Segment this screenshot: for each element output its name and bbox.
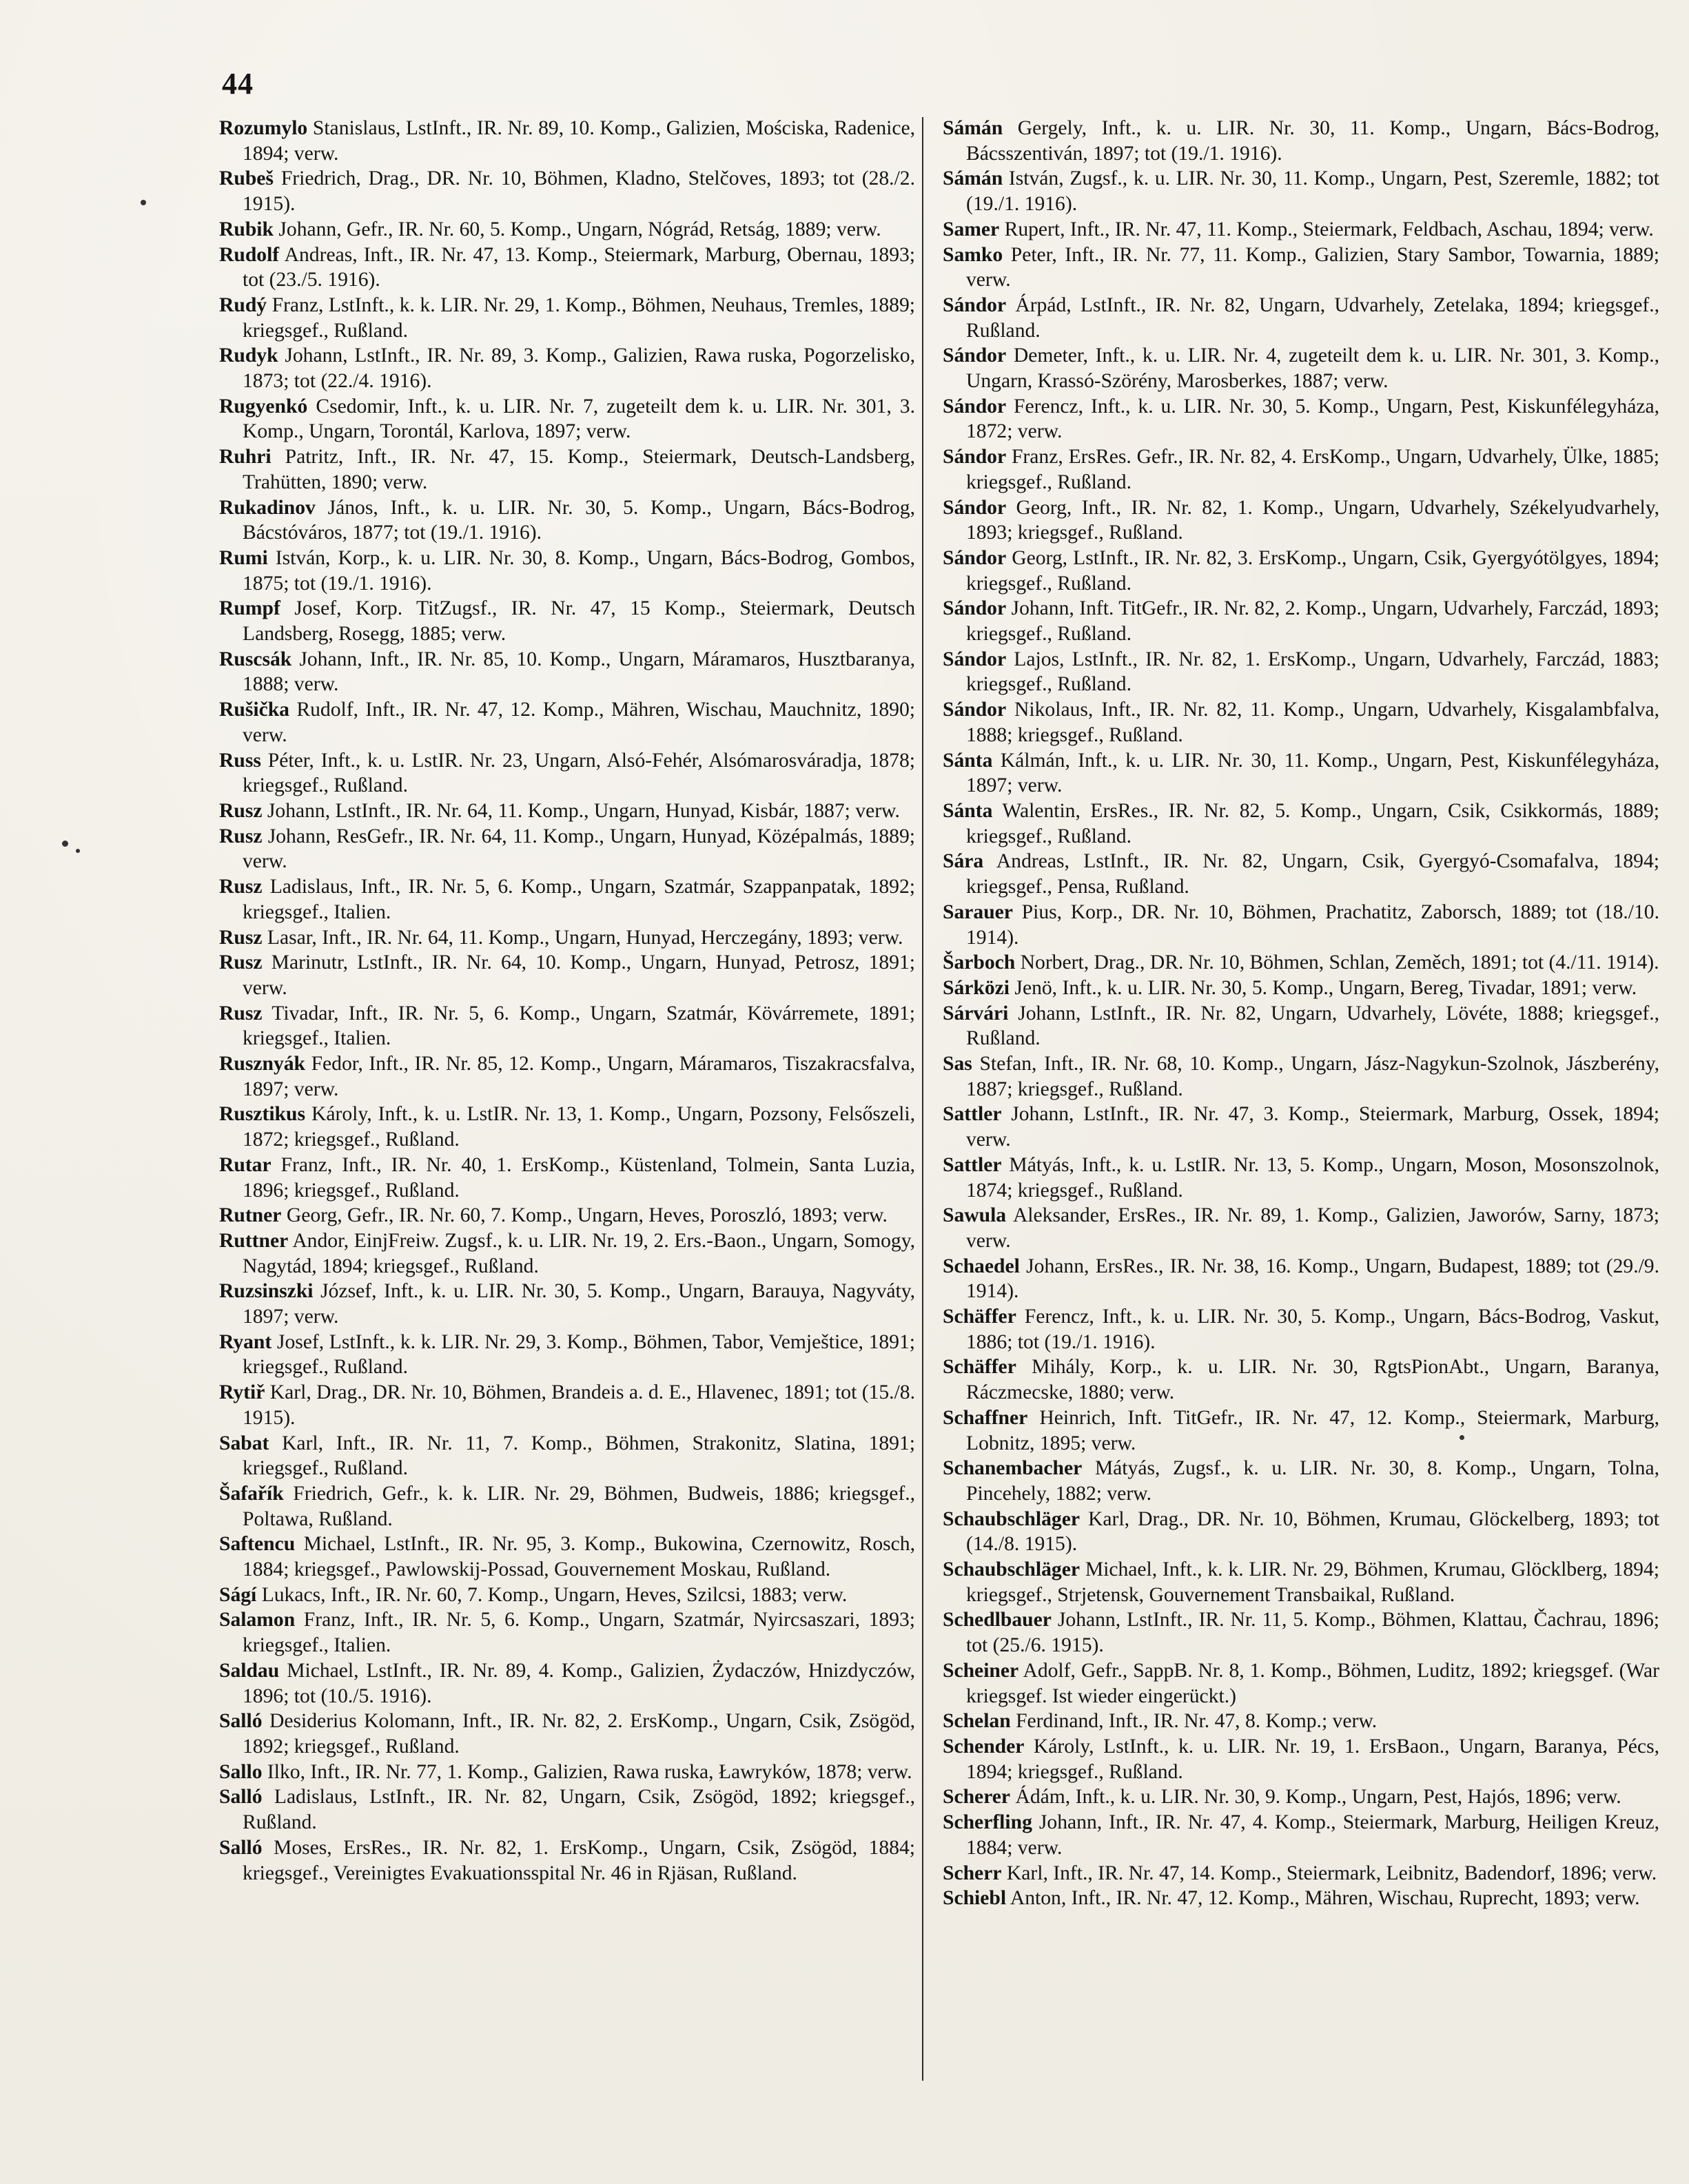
list-item bbox=[943, 849, 1659, 899]
entry-surname: Ryant bbox=[219, 1330, 272, 1353]
list-item bbox=[943, 748, 1659, 799]
list-item bbox=[219, 1330, 915, 1380]
entry-details: Lukacs, Inft., IR. Nr. 60, 7. Komp., Ungarn, Heves, Szilcsi, 1883; verw. bbox=[261, 1583, 848, 1606]
entry-details: Anton, Inft., IR. Nr. 47, 12. Komp., Mähren, Wischau, Ruprecht, 1893; verw. bbox=[1010, 1887, 1640, 1910]
entry-surname: Ruzsinszki bbox=[219, 1280, 314, 1303]
list-item bbox=[219, 925, 915, 951]
entry-details: Karl, Inft., IR. Nr. 11, 7. Komp., Böhmen, Strakonitz, Slatina, 1891; kriegsgef., Rußland. bbox=[243, 1432, 915, 1480]
entry-surname: Rumpf bbox=[219, 597, 280, 620]
right-column bbox=[943, 116, 1659, 1911]
list-item bbox=[219, 1835, 915, 1886]
column-divider bbox=[922, 117, 923, 2081]
list-item bbox=[943, 1405, 1659, 1456]
list-item bbox=[219, 799, 915, 824]
list-item bbox=[219, 343, 915, 393]
entry-surname: Rugyenkó bbox=[219, 395, 308, 418]
list-item bbox=[219, 950, 915, 1000]
entry-surname: Salló bbox=[219, 1836, 263, 1859]
list-item bbox=[943, 1658, 1659, 1709]
entry-details: Johann, LstInft., IR. Nr. 47, 3. Komp., Steiermark, Marburg, Ossek, 1894; verw. bbox=[966, 1103, 1659, 1151]
entry-details: István, Zugsf., k. u. LIR. Nr. 30, 11. Komp., Ungarn, Pest, Szeremle, 1882; tot (19./1. 1916). bbox=[966, 167, 1659, 216]
entry-surname: Sattler bbox=[943, 1153, 1002, 1176]
entry-details: Adolf, Gefr., SappB. Nr. 8, 1. Komp., Böhmen, Luditz, 1892; kriegsgef. (War kriegsgef. Ist wieder eingerückt.) bbox=[966, 1659, 1659, 1707]
entry-surname: Sándor bbox=[943, 546, 1007, 569]
entry-surname: Sárközi bbox=[943, 976, 1010, 999]
list-item bbox=[943, 495, 1659, 546]
list-item bbox=[219, 116, 915, 166]
entry-surname: Schäffer bbox=[943, 1356, 1016, 1379]
list-item bbox=[943, 444, 1659, 495]
entry-details: Mátyás, Zugsf., k. u. LIR. Nr. 30, 8. Komp., Ungarn, Tolna, Pincehely, 1882; verw. bbox=[966, 1457, 1659, 1505]
entry-details: Csedomir, Inft., k. u. LIR. Nr. 7, zugeteilt dem k. u. LIR. Nr. 301, 3. Komp., Ungarn, Torontál, Karlova, 1897; verw. bbox=[243, 395, 915, 443]
entry-details: Ferdinand, Inft., IR. Nr. 47, 8. Komp.; verw. bbox=[1016, 1710, 1378, 1733]
list-item bbox=[943, 166, 1659, 216]
entry-details: Desiderius Kolomann, Inft., IR. Nr. 82, 2. ErsKomp., Ungarn, Csik, Zsögöd, 1892; kriegsgef., Rußland. bbox=[243, 1710, 915, 1758]
list-item bbox=[219, 1532, 915, 1582]
list-item bbox=[943, 1557, 1659, 1607]
entry-surname: Rumi bbox=[219, 546, 268, 569]
entry-details: Pius, Korp., DR. Nr. 10, Böhmen, Prachatitz, Zaborsch, 1889; tot (18./10. 1914). bbox=[966, 900, 1659, 949]
entry-details: Franz, LstInft., k. k. LIR. Nr. 29, 1. Komp., Böhmen, Neuhaus, Tremles, 1889; kriegsgef., Rußland. bbox=[243, 293, 915, 342]
entry-surname: Sámán bbox=[943, 167, 1003, 190]
list-item bbox=[943, 343, 1659, 393]
entry-surname: Saftencu bbox=[219, 1533, 296, 1556]
entry-details: Karl, Drag., DR. Nr. 10, Böhmen, Brandeis a. d. E., Hlavenec, 1891; tot (15./8. 1915). bbox=[243, 1381, 915, 1429]
entry-surname: Rusz bbox=[219, 951, 263, 974]
entry-surname: Rudolf bbox=[219, 243, 280, 266]
entry-surname: Sallo bbox=[219, 1760, 263, 1783]
list-item bbox=[943, 976, 1659, 1001]
entry-surname: Rusznyák bbox=[219, 1053, 305, 1075]
entry-details: Ilko, Inft., IR. Nr. 77, 1. Komp., Galizien, Rawa ruska, Ławryków, 1878; verw. bbox=[267, 1760, 912, 1783]
entry-surname: Salló bbox=[219, 1786, 263, 1809]
entry-details: Ladislaus, Inft., IR. Nr. 5, 6. Komp., Ungarn, Szatmár, Szappanpatak, 1892; kriegsgef., Italien. bbox=[243, 876, 915, 923]
list-item bbox=[219, 874, 915, 925]
entry-surname: Schäffer bbox=[943, 1306, 1016, 1328]
entry-details: Lajos, LstInft., IR. Nr. 82, 1. ErsKomp., Ungarn, Udvarhely, Farczád, 1883; kriegsgef., Rußland. bbox=[966, 648, 1659, 696]
list-item bbox=[943, 1861, 1659, 1886]
list-item bbox=[219, 1228, 915, 1279]
entry-surname: Schaedel bbox=[943, 1255, 1020, 1277]
entry-details: Mihály, Korp., k. u. LIR. Nr. 30, RgtsPionAbt., Ungarn, Baranya, Ráczmecske, 1880; verw. bbox=[966, 1356, 1659, 1404]
entry-surname: Rutner bbox=[219, 1204, 282, 1227]
entry-details: Franz, ErsRes. Gefr., IR. Nr. 82, 4. ErsKomp., Ungarn, Udvarhely, Ülke, 1885; kriegsgef., Rußland. bbox=[966, 446, 1659, 493]
entry-surname: Sándor bbox=[943, 395, 1007, 418]
entry-details: Johann, Gefr., IR. Nr. 60, 5. Komp., Ungarn, Nógrád, Retság, 1889; verw. bbox=[278, 218, 881, 240]
entry-details: Stanislaus, LstInft., IR. Nr. 89, 10. Komp., Galizien, Mościska, Radenice, 1894; verw. bbox=[243, 117, 916, 165]
list-item bbox=[219, 1760, 915, 1785]
entry-surname: Sándor bbox=[943, 648, 1007, 670]
list-item bbox=[943, 900, 1659, 950]
entry-surname: Sawula bbox=[943, 1204, 1007, 1227]
list-item bbox=[219, 1153, 915, 1203]
entry-details: Fedor, Inft., IR. Nr. 85, 12. Komp., Ungarn, Máramaros, Tiszakracsfalva, 1897; verw. bbox=[243, 1053, 916, 1100]
entry-surname: Sára bbox=[943, 850, 984, 873]
entry-surname: Ruttner bbox=[219, 1229, 289, 1252]
entry-details: János, Inft., k. u. LIR. Nr. 30, 5. Komp., Ungarn, Bács-Bodrog, Bácstóváros, 1877; tot (19./1. 1916). bbox=[243, 496, 915, 544]
list-item bbox=[219, 1583, 915, 1608]
entry-details: Nikolaus, Inft., IR. Nr. 82, 11. Komp., Ungarn, Udvarhely, Kisgalambfalva, 1888; kriegsgef., Rußland. bbox=[966, 699, 1659, 746]
list-item bbox=[219, 495, 915, 546]
entry-details: Árpád, LstInft., IR. Nr. 82, Ungarn, Udvarhely, Zetelaka, 1894; kriegsgef., Rußland. bbox=[966, 293, 1659, 342]
list-item bbox=[943, 1507, 1659, 1557]
scan-speck bbox=[76, 849, 80, 853]
entry-details: Ferencz, Inft., k. u. LIR. Nr. 30, 5. Komp., Ungarn, Bács-Bodrog, Vaskut, 1886; tot (19./1. 1916). bbox=[966, 1306, 1659, 1353]
entry-surname: Scherfling bbox=[943, 1811, 1032, 1834]
entry-surname: Salló bbox=[219, 1710, 263, 1733]
entry-surname: Rubik bbox=[219, 218, 274, 240]
entry-details: Andreas, Inft., IR. Nr. 47, 13. Komp., Steiermark, Marburg, Obernau, 1893; tot (23./5. 1916). bbox=[243, 243, 916, 291]
entry-surname: Schaffner bbox=[943, 1406, 1028, 1429]
list-item bbox=[943, 1254, 1659, 1304]
entry-surname: Scherr bbox=[943, 1862, 1002, 1884]
entry-surname: Sarauer bbox=[943, 900, 1013, 923]
entry-surname: Salamon bbox=[219, 1609, 296, 1631]
list-item bbox=[943, 1784, 1659, 1810]
list-item bbox=[943, 950, 1659, 976]
entry-details: Johann, Inft., IR. Nr. 47, 4. Komp., Steiermark, Marburg, Heiligen Kreuz, 1884; verw. bbox=[966, 1811, 1659, 1859]
list-item bbox=[219, 166, 915, 216]
entry-surname: Sándor bbox=[943, 597, 1007, 620]
entry-details: Johann, Inft. TitGefr., IR. Nr. 82, 2. Komp., Ungarn, Udvarhely, Farczád, 1893; kriegsgef., Rußland. bbox=[966, 597, 1659, 646]
entry-details: Norbert, Drag., DR. Nr. 10, Böhmen, Schlan, Zeměch, 1891; tot (4./11. 1914). bbox=[1020, 951, 1659, 974]
entry-surname: Sándor bbox=[943, 293, 1007, 316]
list-item bbox=[219, 1607, 915, 1658]
entry-details: Franz, Inft., IR. Nr. 40, 1. ErsKomp., Küstenland, Tolmein, Santa Luzia, 1896; kriegsgef., Rußland. bbox=[243, 1153, 915, 1202]
list-item bbox=[943, 647, 1659, 697]
list-item bbox=[219, 697, 915, 748]
entry-surname: Schelan bbox=[943, 1710, 1011, 1733]
list-item bbox=[943, 1810, 1659, 1860]
list-item bbox=[943, 1734, 1659, 1784]
list-item bbox=[219, 1279, 915, 1329]
entry-surname: Rukadinov bbox=[219, 496, 316, 519]
entry-details: Georg, Gefr., IR. Nr. 60, 7. Komp., Ungarn, Heves, Poroszló, 1893; verw. bbox=[286, 1204, 888, 1227]
list-item bbox=[943, 799, 1659, 849]
entry-details: Mátyás, Inft., k. u. LstIR. Nr. 13, 5. Komp., Ungarn, Moson, Mosonszolnok, 1874; kriegsgef., Rußland. bbox=[966, 1153, 1659, 1202]
list-item bbox=[219, 394, 915, 444]
list-item bbox=[943, 1304, 1659, 1354]
entry-details: Josef, LstInft., k. k. LIR. Nr. 29, 3. Komp., Böhmen, Tabor, Vemještice, 1891; kriegsgef., Rußland. bbox=[243, 1330, 915, 1379]
entry-details: Josef, Korp. TitZugsf., IR. Nr. 47, 15 Komp., Steiermark, Deutsch Landsberg, Rosegg, 1885; verw. bbox=[243, 597, 915, 646]
entry-details: Johann, ResGefr., IR. Nr. 64, 11. Komp., Ungarn, Hunyad, Középalmás, 1889; verw. bbox=[243, 825, 915, 873]
entry-details: Peter, Inft., IR. Nr. 77, 11. Komp., Galizien, Stary Sambor, Towarnia, 1889; verw. bbox=[966, 243, 1659, 291]
entry-surname: Sánta bbox=[943, 799, 993, 822]
entry-details: Heinrich, Inft. TitGefr., IR. Nr. 47, 12. Komp., Steiermark, Marburg, Lobnitz, 1895; verw. bbox=[966, 1406, 1659, 1454]
entry-surname: Rusz bbox=[219, 799, 263, 822]
entry-details: Friedrich, Gefr., k. k. LIR. Nr. 29, Böhmen, Budweis, 1886; kriegsgef., Poltawa, Rußland. bbox=[243, 1482, 915, 1530]
entry-surname: Rusz bbox=[219, 825, 263, 847]
entry-details: Walentin, ErsRes., IR. Nr. 82, 5. Komp., Ungarn, Csik, Csikkormás, 1889; kriegsgef., Rußland. bbox=[966, 799, 1659, 847]
list-item bbox=[219, 647, 915, 697]
entry-details: József, Inft., k. u. LIR. Nr. 30, 5. Komp., Ungarn, Barauya, Nagyváty, 1897; verw. bbox=[243, 1280, 915, 1328]
entry-surname: Ruscsák bbox=[219, 648, 292, 670]
entry-details: Aleksander, ErsRes., IR. Nr. 89, 1. Komp., Galizien, Jaworów, Sarny, 1873; verw. bbox=[966, 1204, 1659, 1252]
entry-details: Ladislaus, LstInft., IR. Nr. 82, Ungarn, Csik, Zsögöd, 1892; kriegsgef., Rußland. bbox=[243, 1786, 915, 1834]
entry-details: Károly, LstInft., k. u. LIR. Nr. 19, 1. ErsBaon., Ungarn, Baranya, Pécs, 1894; kriegsgef., Rußland. bbox=[966, 1735, 1659, 1783]
entry-surname: Samer bbox=[943, 218, 1000, 240]
list-item bbox=[943, 1886, 1659, 1911]
entry-surname: Schiebl bbox=[943, 1887, 1007, 1910]
entry-surname: Rusz bbox=[219, 1002, 263, 1024]
list-item bbox=[943, 697, 1659, 748]
entry-details: Johann, LstInft., IR. Nr. 64, 11. Komp., Ungarn, Hunyad, Kisbár, 1887; verw. bbox=[267, 799, 900, 822]
entry-surname: Sattler bbox=[943, 1103, 1002, 1126]
entry-details: Andor, EinjFreiw. Zugsf., k. u. LIR. Nr. 19, 2. Ers.-Baon., Ungarn, Somogy, Nagytád, 1894; kriegsgef., Rußland. bbox=[243, 1229, 915, 1277]
entry-surname: Sárvári bbox=[943, 1002, 1009, 1024]
list-item bbox=[943, 1001, 1659, 1051]
list-item bbox=[219, 1658, 915, 1709]
entry-surname: Schaubschläger bbox=[943, 1558, 1080, 1581]
list-item bbox=[943, 116, 1659, 166]
list-item bbox=[943, 1102, 1659, 1152]
list-item bbox=[943, 293, 1659, 343]
list-item bbox=[219, 1051, 915, 1102]
entry-details: Moses, ErsRes., IR. Nr. 82, 1. ErsKomp., Ungarn, Csik, Zsögöd, 1884; kriegsgef., Vereinigtes Evakuationsspital Nr. 46 in Rjäsan, Rußland. bbox=[243, 1836, 915, 1884]
entry-surname: Scherer bbox=[943, 1786, 1011, 1809]
entry-details: Károly, Inft., k. u. LstIR. Nr. 13, 1. Komp., Ungarn, Pozsony, Felsőszeli, 1872; kriegsgef., Rußland. bbox=[243, 1103, 915, 1151]
entry-details: Franz, Inft., IR. Nr. 5, 6. Komp., Ungarn, Szatmár, Nyircsaszari, 1893; kriegsgef., Italien. bbox=[243, 1609, 915, 1657]
entry-surname: Schedlbauer bbox=[943, 1609, 1052, 1631]
list-item bbox=[219, 1709, 915, 1759]
entry-details: Kálmán, Inft., k. u. LIR. Nr. 30, 11. Komp., Ungarn, Pest, Kiskunfélegyháza, 1897; verw. bbox=[966, 749, 1659, 797]
entry-surname: Sas bbox=[943, 1053, 972, 1075]
entry-surname: Sabat bbox=[219, 1432, 269, 1454]
list-item bbox=[219, 444, 915, 495]
list-item bbox=[219, 1102, 915, 1152]
list-item bbox=[219, 1431, 915, 1481]
entry-surname: Rušička bbox=[219, 699, 289, 721]
entry-surname: Rutar bbox=[219, 1153, 272, 1176]
entry-details: Gergely, Inft., k. u. LIR. Nr. 30, 11. Komp., Ungarn, Bács-Bodrog, Bácsszentiván, 1897; tot (19./1. 1916). bbox=[966, 117, 1659, 165]
entry-details: Karl, Inft., IR. Nr. 47, 14. Komp., Steiermark, Leibnitz, Badendorf, 1896; verw. bbox=[1006, 1862, 1657, 1884]
entry-surname: Saldau bbox=[219, 1659, 280, 1682]
list-item bbox=[219, 293, 915, 343]
entry-details: Demeter, Inft., k. u. LIR. Nr. 4, zugeteilt dem k. u. LIR. Nr. 301, 3. Komp., Ungarn, Krassó-Szörény, Marosberkes, 1887; verw. bbox=[966, 344, 1659, 393]
entry-surname: Rusz bbox=[219, 926, 263, 949]
entry-surname: Rusztikus bbox=[219, 1103, 305, 1126]
entry-surname: Rubeš bbox=[219, 167, 274, 190]
entry-surname: Sánta bbox=[943, 749, 993, 772]
page-number: 44 bbox=[222, 67, 254, 101]
list-item bbox=[219, 546, 915, 596]
list-item bbox=[943, 1354, 1659, 1405]
list-item bbox=[943, 243, 1659, 293]
entry-surname: Rudý bbox=[219, 293, 267, 316]
entry-details: Andreas, LstInft., IR. Nr. 82, Ungarn, Csik, Gyergyó-Csomafalva, 1894; kriegsgef., Pensa, Rußland. bbox=[966, 850, 1659, 898]
list-item bbox=[943, 217, 1659, 243]
entry-surname: Rozumylo bbox=[219, 117, 308, 139]
list-item bbox=[219, 1784, 915, 1835]
entry-details: Johann, LstInft., IR. Nr. 82, Ungarn, Udvarhely, Lövéte, 1888; kriegsgef., Rußland. bbox=[966, 1002, 1659, 1050]
list-item bbox=[943, 394, 1659, 444]
entry-surname: Sámán bbox=[943, 117, 1003, 139]
entry-surname: Ságí bbox=[219, 1583, 257, 1606]
list-item bbox=[219, 748, 915, 799]
entry-surname: Sándor bbox=[943, 496, 1007, 519]
entry-details: Karl, Drag., DR. Nr. 10, Böhmen, Krumau, Glöckelberg, 1893; tot (14./8. 1915). bbox=[966, 1507, 1659, 1556]
entry-details: Patritz, Inft., IR. Nr. 47, 15. Komp., Steiermark, Deutsch-Landsberg, Trahütten, 1890; verw. bbox=[243, 446, 915, 493]
list-item bbox=[219, 1380, 915, 1430]
list-item bbox=[219, 217, 915, 243]
list-item bbox=[943, 1709, 1659, 1734]
entry-surname: Sándor bbox=[943, 446, 1007, 468]
entry-details: Michael, LstInft., IR. Nr. 95, 3. Komp., Bukowina, Czernowitz, Rosch, 1884; kriegsgef., Pawlowskij-Possad, Gouvernement Moskau, Rußland. bbox=[243, 1533, 916, 1581]
list-item bbox=[219, 1481, 915, 1532]
left-column bbox=[219, 116, 915, 1886]
entry-surname: Rusz bbox=[219, 876, 263, 898]
entry-surname: Schender bbox=[943, 1735, 1025, 1758]
entry-details: Friedrich, Drag., DR. Nr. 10, Böhmen, Kladno, Stelčoves, 1893; tot (28./2. 1915). bbox=[243, 167, 915, 216]
entry-details: Stefan, Inft., IR. Nr. 68, 10. Komp., Ungarn, Jász-Nagykun-Szolnok, Jászberény, 1887; kriegsgef., Rußland. bbox=[966, 1053, 1660, 1100]
list-item bbox=[943, 1456, 1659, 1506]
entry-details: Tivadar, Inft., IR. Nr. 5, 6. Komp., Ungarn, Szatmár, Kövárremete, 1891; kriegsgef., Italien. bbox=[243, 1002, 915, 1050]
entry-details: Marinutr, LstInft., IR. Nr. 64, 10. Komp., Ungarn, Hunyad, Petrosz, 1891; verw. bbox=[243, 951, 915, 999]
entry-surname: Schanembacher bbox=[943, 1457, 1083, 1480]
entry-surname: Rytiř bbox=[219, 1381, 265, 1404]
list-item bbox=[219, 824, 915, 874]
list-item bbox=[943, 1203, 1659, 1253]
entry-surname: Šarboch bbox=[943, 951, 1016, 974]
entry-details: Ádám, Inft., k. u. LIR. Nr. 30, 9. Komp., Ungarn, Pest, Hajós, 1896; verw. bbox=[1015, 1786, 1621, 1809]
entry-surname: Russ bbox=[219, 749, 261, 772]
entry-details: Johann, Inft., IR. Nr. 85, 10. Komp., Ungarn, Máramaros, Husztbaranya, 1888; verw. bbox=[243, 648, 915, 696]
list-item bbox=[943, 1051, 1659, 1102]
entry-details: István, Korp., k. u. LIR. Nr. 30, 8. Komp., Ungarn, Bács-Bodrog, Gombos, 1875; tot (19./1. 1916). bbox=[243, 546, 915, 595]
entry-details: Michael, LstInft., IR. Nr. 89, 4. Komp., Galizien, Żydaczów, Hnizdyczów, 1896; tot (10./5. 1916). bbox=[243, 1659, 915, 1707]
entry-details: Ferencz, Inft., k. u. LIR. Nr. 30, 5. Komp., Ungarn, Pest, Kiskunfélegyháza, 1872; verw. bbox=[966, 395, 1659, 443]
entry-details: Jenö, Inft., k. u. LIR. Nr. 30, 5. Komp., Ungarn, Bereg, Tivadar, 1891; verw. bbox=[1014, 976, 1637, 999]
entry-surname: Ruhri bbox=[219, 446, 272, 468]
list-item bbox=[943, 1153, 1659, 1203]
scan-speck bbox=[141, 200, 146, 205]
entry-surname: Samko bbox=[943, 243, 1003, 266]
entry-details: Rudolf, Inft., IR. Nr. 47, 12. Komp., Mähren, Wischau, Mauchnitz, 1890; verw. bbox=[243, 699, 916, 746]
list-item bbox=[943, 546, 1659, 596]
entry-details: Rupert, Inft., IR. Nr. 47, 11. Komp., Steiermark, Feldbach, Aschau, 1894; verw. bbox=[1004, 218, 1654, 240]
entry-surname: Scheiner bbox=[943, 1659, 1019, 1682]
entry-details: Johann, LstInft., IR. Nr. 89, 3. Komp., Galizien, Rawa ruska, Pogorzelisko, 1873; tot (22./4. 1916). bbox=[243, 344, 915, 393]
list-item bbox=[219, 1203, 915, 1228]
entry-details: Lasar, Inft., IR. Nr. 64, 11. Komp., Ungarn, Hunyad, Herczegány, 1893; verw. bbox=[267, 926, 903, 949]
entry-details: Johann, LstInft., IR. Nr. 11, 5. Komp., Böhmen, Klattau, Čachrau, 1896; tot (25./6. 1915). bbox=[966, 1609, 1659, 1657]
entry-details: Michael, Inft., k. k. LIR. Nr. 29, Böhmen, Krumau, Glöcklberg, 1894; kriegsgef., Strjetensk, Gouvernement Transbaikal, Rußland. bbox=[966, 1558, 1659, 1606]
entry-details: Péter, Inft., k. u. LstIR. Nr. 23, Ungarn, Alsó-Fehér, Alsómarosváradja, 1878; kriegsgef., Rußland. bbox=[243, 749, 915, 797]
list-item bbox=[219, 1001, 915, 1051]
entry-details: Georg, Inft., IR. Nr. 82, 1. Komp., Ungarn, Udvarhely, Székelyudvarhely, 1893; kriegsgef., Rußland. bbox=[966, 496, 1659, 544]
entry-surname: Sándor bbox=[943, 344, 1007, 367]
entry-surname: Schaubschläger bbox=[943, 1507, 1080, 1530]
entry-surname: Rudyk bbox=[219, 344, 278, 367]
scan-speck bbox=[1460, 1435, 1464, 1440]
list-item bbox=[943, 596, 1659, 646]
entry-surname: Sándor bbox=[943, 699, 1007, 721]
list-item bbox=[943, 1607, 1659, 1658]
entry-details: Johann, ErsRes., IR. Nr. 38, 16. Komp., Ungarn, Budapest, 1889; tot (29./9. 1914). bbox=[966, 1255, 1660, 1303]
scan-speck bbox=[62, 841, 68, 847]
entry-details: Georg, LstInft., IR. Nr. 82, 3. ErsKomp., Ungarn, Csik, Gyergyótölgyes, 1894; kriegsgef., Rußland. bbox=[966, 546, 1659, 595]
list-item bbox=[219, 243, 915, 293]
list-item bbox=[219, 596, 915, 646]
entry-surname: Šafařík bbox=[219, 1482, 284, 1505]
